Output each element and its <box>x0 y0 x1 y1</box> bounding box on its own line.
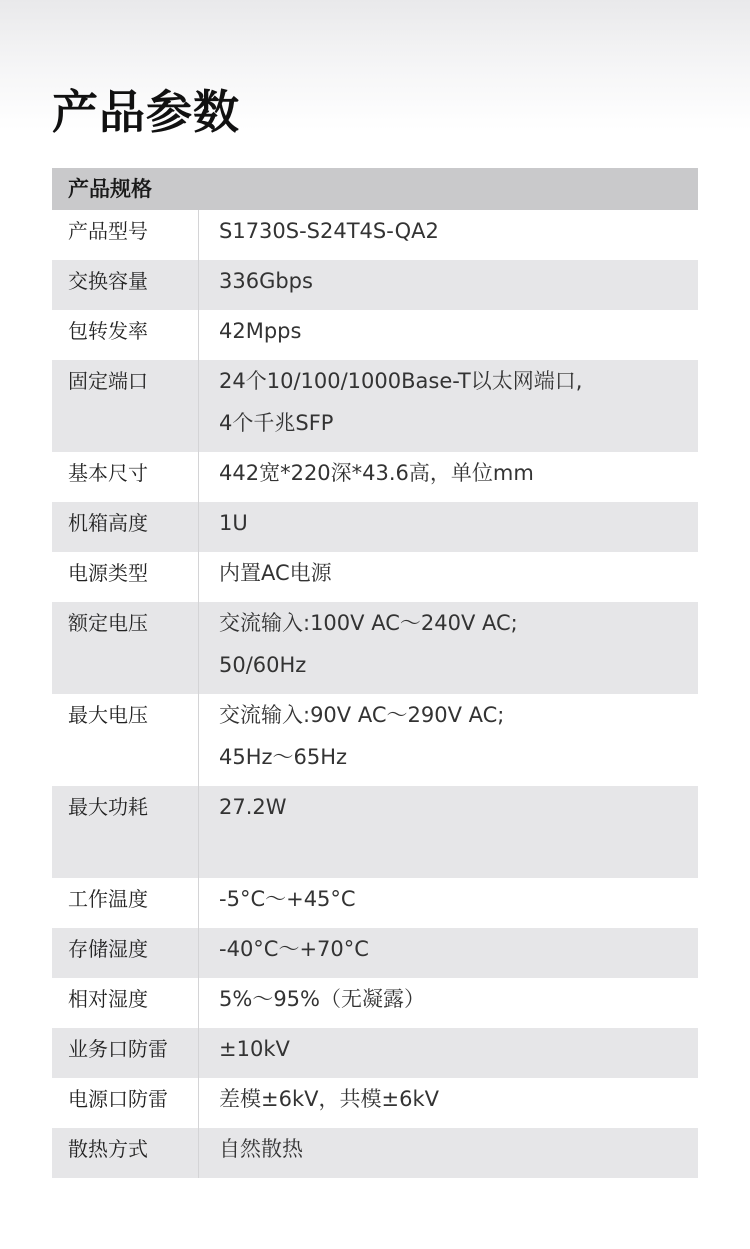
spec-label: 散热方式 <box>52 1128 199 1178</box>
spec-label: 存储湿度 <box>52 928 199 978</box>
spec-value-line: 442宽*220深*43.6高，单位mm <box>219 461 534 485</box>
spec-row <box>52 1128 698 1178</box>
spec-value-line: 差模±6kV，共模±6kV <box>219 1087 439 1111</box>
spec-value <box>199 694 698 786</box>
spec-row <box>52 1028 698 1078</box>
spec-label: 交换容量 <box>52 260 199 310</box>
spec-value <box>199 878 698 928</box>
spec-label: 包转发率 <box>52 310 199 360</box>
spec-value-line <box>219 836 698 878</box>
spec-value-line: 5%～95%（无凝露） <box>219 987 425 1011</box>
spec-value-line: -5°C～+45°C <box>219 887 356 911</box>
spec-label: 相对湿度 <box>52 978 199 1028</box>
spec-label: 固定端口 <box>52 360 199 452</box>
spec-label: 电源类型 <box>52 552 199 602</box>
spec-value <box>199 360 698 452</box>
spec-value-line: 42Mpps <box>219 319 302 343</box>
spec-label: 最大电压 <box>52 694 199 786</box>
spec-row <box>52 878 698 928</box>
spec-value-line: S1730S-S24T4S-QA2 <box>219 219 439 243</box>
spec-value-line: 50/60Hz <box>219 653 307 677</box>
spec-value-line: 45Hz～65Hz <box>219 745 348 769</box>
spec-value <box>199 978 698 1028</box>
spec-label: 最大功耗 <box>52 786 199 878</box>
spec-value <box>199 1078 698 1128</box>
spec-row <box>52 502 698 552</box>
spec-value-line: 336Gbps <box>219 269 313 293</box>
page-title: 产品参数 <box>52 85 240 139</box>
spec-rows <box>52 210 698 1178</box>
spec-value-line: 交流输入:100V AC～240V AC; <box>219 611 518 635</box>
spec-row <box>52 452 698 502</box>
spec-label: 基本尺寸 <box>52 452 199 502</box>
spec-table <box>52 168 698 1178</box>
spec-value <box>199 1028 698 1078</box>
spec-row <box>52 786 698 878</box>
spec-value <box>199 928 698 978</box>
spec-value <box>199 602 698 694</box>
spec-value-line: ±10kV <box>219 1037 290 1061</box>
spec-value <box>199 452 698 502</box>
spec-value-line: 1U <box>219 511 248 535</box>
spec-value-line: 27.2W <box>219 795 287 819</box>
spec-value-line: 4个千兆SFP <box>219 411 334 435</box>
spec-value-line: 交流输入:90V AC～290V AC; <box>219 703 505 727</box>
spec-row <box>52 928 698 978</box>
spec-label: 工作温度 <box>52 878 199 928</box>
spec-value <box>199 310 698 360</box>
spec-label: 业务口防雷 <box>52 1028 199 1078</box>
spec-value <box>199 210 698 260</box>
spec-row <box>52 978 698 1028</box>
spec-row <box>52 360 698 452</box>
spec-value <box>199 786 698 878</box>
spec-label: 产品型号 <box>52 210 199 260</box>
spec-row <box>52 210 698 260</box>
spec-value <box>199 502 698 552</box>
table-header: 产品规格 <box>52 168 698 210</box>
spec-row <box>52 602 698 694</box>
spec-label: 额定电压 <box>52 602 199 694</box>
spec-value <box>199 260 698 310</box>
spec-value <box>199 552 698 602</box>
spec-value-line: 内置AC电源 <box>219 561 332 585</box>
spec-row <box>52 694 698 786</box>
spec-row <box>52 260 698 310</box>
spec-value <box>199 1128 698 1178</box>
spec-label: 电源口防雷 <box>52 1078 199 1128</box>
spec-value-line: 24个10/100/1000Base-T以太网端口, <box>219 369 583 393</box>
spec-value-line: -40°C～+70°C <box>219 937 369 961</box>
spec-row <box>52 552 698 602</box>
spec-row <box>52 310 698 360</box>
spec-value-line: 自然散热 <box>219 1137 303 1161</box>
spec-label: 机箱高度 <box>52 502 199 552</box>
spec-row <box>52 1078 698 1128</box>
